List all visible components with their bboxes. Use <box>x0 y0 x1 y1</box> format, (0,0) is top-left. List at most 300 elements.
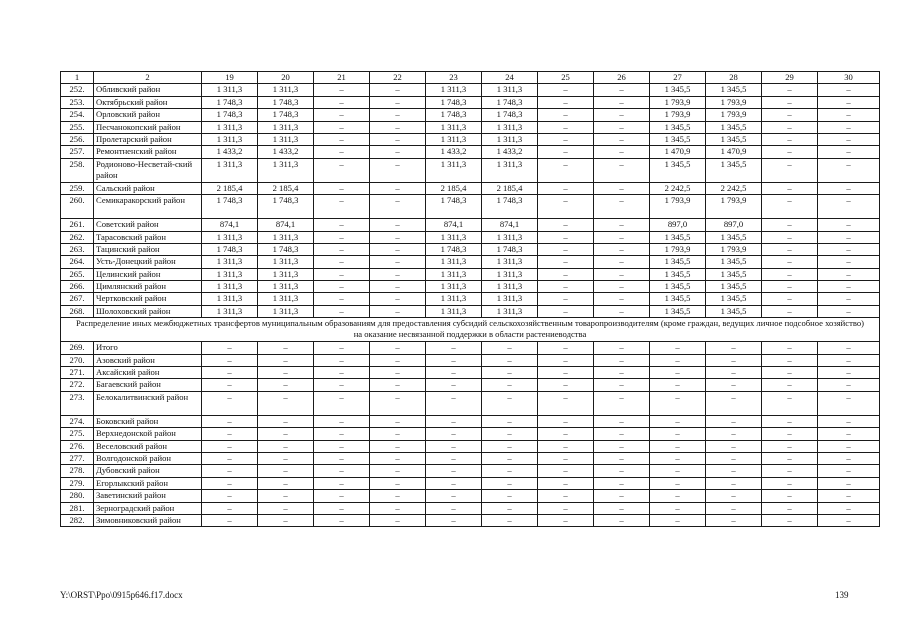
table-row <box>61 281 880 293</box>
value-cell: – <box>538 84 594 96</box>
value-cell: 1 748,3 <box>258 109 314 121</box>
district-name: Зимовниковский район <box>94 514 202 526</box>
value-cell: – <box>538 379 594 391</box>
row-number: 257. <box>61 146 94 158</box>
row-number: 267. <box>61 293 94 305</box>
value-cell: – <box>818 231 880 243</box>
value-cell: – <box>426 367 482 379</box>
table-row <box>61 342 880 354</box>
table-row <box>61 367 880 379</box>
district-name: Боковский район <box>94 415 202 427</box>
value-cell: 1 311,3 <box>482 293 538 305</box>
value-cell: – <box>538 477 594 489</box>
row-number: 253. <box>61 96 94 108</box>
table-row <box>61 379 880 391</box>
value-cell: – <box>538 96 594 108</box>
value-cell: – <box>538 281 594 293</box>
table-row <box>61 428 880 440</box>
value-cell: – <box>314 415 370 427</box>
value-cell: – <box>314 293 370 305</box>
value-cell: – <box>370 354 426 366</box>
value-cell: – <box>482 452 538 464</box>
district-name: Орловский район <box>94 109 202 121</box>
value-cell: – <box>482 415 538 427</box>
column-header: 26 <box>594 72 650 84</box>
row-number: 273. <box>61 391 94 415</box>
column-header: 1 <box>61 72 94 84</box>
row-number: 258. <box>61 158 94 182</box>
value-cell: – <box>482 428 538 440</box>
value-cell: – <box>594 391 650 415</box>
value-cell: 1 793,9 <box>706 109 762 121</box>
value-cell: – <box>258 428 314 440</box>
value-cell: – <box>594 477 650 489</box>
value-cell: – <box>650 354 706 366</box>
value-cell: 1 311,3 <box>258 281 314 293</box>
value-cell: – <box>314 96 370 108</box>
district-name: Усть-Донецкий район <box>94 256 202 268</box>
value-cell: – <box>314 490 370 502</box>
value-cell: 1 433,2 <box>258 146 314 158</box>
value-cell: 1 345,5 <box>650 305 706 317</box>
row-number: 268. <box>61 305 94 317</box>
value-cell: – <box>538 293 594 305</box>
value-cell: 1 345,5 <box>650 158 706 182</box>
footer-page-number: 139 <box>835 590 849 600</box>
value-cell: – <box>370 268 426 280</box>
district-name: Аксайский район <box>94 367 202 379</box>
table-row <box>61 477 880 489</box>
row-number: 256. <box>61 133 94 145</box>
value-cell: – <box>370 293 426 305</box>
value-cell: – <box>482 367 538 379</box>
value-cell: – <box>314 182 370 194</box>
table-row <box>61 502 880 514</box>
value-cell: – <box>426 391 482 415</box>
value-cell: – <box>426 490 482 502</box>
value-cell: – <box>650 452 706 464</box>
value-cell: – <box>370 133 426 145</box>
value-cell: – <box>202 415 258 427</box>
value-cell: – <box>594 452 650 464</box>
value-cell: – <box>818 452 880 464</box>
value-cell: – <box>650 490 706 502</box>
value-cell: – <box>482 477 538 489</box>
value-cell: – <box>762 133 818 145</box>
value-cell: 1 311,3 <box>202 293 258 305</box>
value-cell: 1 311,3 <box>482 305 538 317</box>
value-cell: 1 311,3 <box>258 305 314 317</box>
value-cell: 1 793,9 <box>650 195 706 219</box>
value-cell: – <box>762 219 818 231</box>
value-cell: 1 311,3 <box>202 133 258 145</box>
value-cell: – <box>762 109 818 121</box>
row-number: 272. <box>61 379 94 391</box>
value-cell: – <box>482 502 538 514</box>
value-cell: – <box>594 84 650 96</box>
value-cell: – <box>650 465 706 477</box>
value-cell: – <box>258 465 314 477</box>
value-cell: 1 793,9 <box>706 195 762 219</box>
value-cell: 1 748,3 <box>482 96 538 108</box>
value-cell: 1 748,3 <box>258 195 314 219</box>
value-cell: – <box>762 96 818 108</box>
value-cell: – <box>202 342 258 354</box>
row-number: 276. <box>61 440 94 452</box>
value-cell: – <box>314 440 370 452</box>
value-cell: 1 311,3 <box>258 84 314 96</box>
value-cell: – <box>258 502 314 514</box>
value-cell: – <box>314 477 370 489</box>
value-cell: – <box>762 490 818 502</box>
value-cell: – <box>258 391 314 415</box>
value-cell: 1 311,3 <box>202 121 258 133</box>
value-cell: – <box>594 256 650 268</box>
table-row <box>61 146 880 158</box>
value-cell: – <box>370 256 426 268</box>
value-cell: 1 311,3 <box>482 84 538 96</box>
value-cell: – <box>314 379 370 391</box>
value-cell: – <box>650 367 706 379</box>
value-cell: – <box>818 219 880 231</box>
value-cell: – <box>594 268 650 280</box>
district-name: Итого <box>94 342 202 354</box>
value-cell: – <box>482 514 538 526</box>
value-cell: – <box>538 342 594 354</box>
value-cell: – <box>762 452 818 464</box>
value-cell: – <box>314 219 370 231</box>
value-cell: – <box>426 440 482 452</box>
value-cell: – <box>594 465 650 477</box>
table-row <box>61 354 880 366</box>
value-cell: – <box>314 158 370 182</box>
value-cell: 1 311,3 <box>482 121 538 133</box>
value-cell: – <box>370 452 426 464</box>
value-cell: 1 311,3 <box>426 305 482 317</box>
value-cell: 1 345,5 <box>650 133 706 145</box>
value-cell: – <box>538 305 594 317</box>
value-cell: 1 748,3 <box>482 243 538 255</box>
value-cell: 1 311,3 <box>426 231 482 243</box>
value-cell: – <box>538 428 594 440</box>
value-cell: – <box>538 158 594 182</box>
value-cell: – <box>650 379 706 391</box>
value-cell: 1 345,5 <box>706 158 762 182</box>
value-cell: – <box>426 477 482 489</box>
value-cell: – <box>314 465 370 477</box>
value-cell: – <box>538 243 594 255</box>
value-cell: – <box>370 182 426 194</box>
value-cell: – <box>314 367 370 379</box>
value-cell: – <box>202 428 258 440</box>
value-cell: – <box>370 391 426 415</box>
value-cell: – <box>762 440 818 452</box>
value-cell: – <box>538 465 594 477</box>
district-name: Заветинский район <box>94 490 202 502</box>
value-cell: 1 793,9 <box>650 96 706 108</box>
value-cell: – <box>594 281 650 293</box>
value-cell: – <box>370 440 426 452</box>
district-name: Обливский район <box>94 84 202 96</box>
value-cell: – <box>762 477 818 489</box>
value-cell: – <box>314 354 370 366</box>
value-cell: – <box>706 391 762 415</box>
value-cell: – <box>594 305 650 317</box>
value-cell: – <box>818 465 880 477</box>
value-cell: 1 748,3 <box>202 96 258 108</box>
value-cell: – <box>202 490 258 502</box>
value-cell: – <box>594 502 650 514</box>
table-row <box>61 96 880 108</box>
table-row <box>61 231 880 243</box>
value-cell: – <box>426 428 482 440</box>
value-cell: – <box>818 354 880 366</box>
value-cell: 1 345,5 <box>706 293 762 305</box>
value-cell: 1 311,3 <box>258 256 314 268</box>
value-cell: – <box>426 514 482 526</box>
value-cell: 1 345,5 <box>706 305 762 317</box>
value-cell: – <box>370 502 426 514</box>
value-cell: – <box>538 195 594 219</box>
value-cell: 1 311,3 <box>426 293 482 305</box>
value-cell: – <box>762 146 818 158</box>
value-cell: – <box>370 342 426 354</box>
value-cell: – <box>818 514 880 526</box>
row-number: 264. <box>61 256 94 268</box>
value-cell: 1 345,5 <box>706 281 762 293</box>
value-cell: – <box>258 440 314 452</box>
value-cell: – <box>762 428 818 440</box>
district-name: Тарасовский район <box>94 231 202 243</box>
value-cell: – <box>370 379 426 391</box>
value-cell: 1 470,9 <box>706 146 762 158</box>
value-cell: – <box>538 440 594 452</box>
value-cell: 1 311,3 <box>482 281 538 293</box>
value-cell: – <box>314 231 370 243</box>
row-number: 269. <box>61 342 94 354</box>
value-cell: 1 345,5 <box>706 133 762 145</box>
district-name: Пролетарский район <box>94 133 202 145</box>
district-name: Чертковский район <box>94 293 202 305</box>
value-cell: 1 748,3 <box>482 195 538 219</box>
value-cell: 1 311,3 <box>426 121 482 133</box>
value-cell: 1 311,3 <box>482 268 538 280</box>
value-cell: – <box>482 342 538 354</box>
table-row <box>61 195 880 219</box>
value-cell: – <box>706 452 762 464</box>
value-cell: 1 748,3 <box>426 195 482 219</box>
value-cell: – <box>314 391 370 415</box>
value-cell: – <box>706 490 762 502</box>
value-cell: – <box>650 477 706 489</box>
value-cell: 1 748,3 <box>258 96 314 108</box>
value-cell: – <box>538 219 594 231</box>
value-cell: – <box>818 391 880 415</box>
value-cell: 1 345,5 <box>650 84 706 96</box>
value-cell: – <box>650 342 706 354</box>
value-cell: – <box>482 354 538 366</box>
row-number: 262. <box>61 231 94 243</box>
value-cell: 1 311,3 <box>482 133 538 145</box>
table-row <box>61 243 880 255</box>
table-row <box>61 293 880 305</box>
value-cell: – <box>370 465 426 477</box>
value-cell: – <box>426 502 482 514</box>
data-table <box>60 71 880 527</box>
value-cell: – <box>538 256 594 268</box>
value-cell: – <box>258 452 314 464</box>
value-cell: 1 311,3 <box>202 158 258 182</box>
district-name: Багаевский район <box>94 379 202 391</box>
value-cell: – <box>818 428 880 440</box>
row-number: 280. <box>61 490 94 502</box>
value-cell: – <box>594 195 650 219</box>
district-name: Дубовский район <box>94 465 202 477</box>
value-cell: – <box>762 293 818 305</box>
row-number: 263. <box>61 243 94 255</box>
district-name: Ремонтненский район <box>94 146 202 158</box>
value-cell: – <box>370 367 426 379</box>
value-cell: – <box>818 133 880 145</box>
value-cell: – <box>314 121 370 133</box>
value-cell: 1 793,9 <box>706 243 762 255</box>
column-header: 19 <box>202 72 258 84</box>
value-cell: – <box>370 305 426 317</box>
column-header: 21 <box>314 72 370 84</box>
value-cell: – <box>594 219 650 231</box>
value-cell: – <box>818 379 880 391</box>
value-cell: 1 311,3 <box>482 256 538 268</box>
value-cell: – <box>370 281 426 293</box>
table-row <box>61 133 880 145</box>
value-cell: – <box>538 514 594 526</box>
value-cell: – <box>258 490 314 502</box>
value-cell: – <box>706 428 762 440</box>
value-cell: – <box>314 281 370 293</box>
table-row <box>61 391 880 415</box>
row-number: 271. <box>61 367 94 379</box>
value-cell: – <box>538 415 594 427</box>
value-cell: – <box>650 415 706 427</box>
value-cell: 1 311,3 <box>202 268 258 280</box>
value-cell: – <box>818 158 880 182</box>
value-cell: – <box>370 477 426 489</box>
district-name: Азовский район <box>94 354 202 366</box>
value-cell: 1 345,5 <box>650 281 706 293</box>
value-cell: – <box>818 182 880 194</box>
value-cell: – <box>818 367 880 379</box>
table-row <box>61 514 880 526</box>
value-cell: – <box>538 490 594 502</box>
row-number: 266. <box>61 281 94 293</box>
value-cell: – <box>370 121 426 133</box>
value-cell: – <box>202 465 258 477</box>
value-cell: – <box>538 146 594 158</box>
value-cell: 1 311,3 <box>202 231 258 243</box>
value-cell: – <box>258 342 314 354</box>
value-cell: – <box>258 379 314 391</box>
value-cell: – <box>650 428 706 440</box>
value-cell: – <box>762 84 818 96</box>
value-cell: – <box>594 415 650 427</box>
value-cell: – <box>818 502 880 514</box>
value-cell: – <box>762 342 818 354</box>
district-name: Веселовский район <box>94 440 202 452</box>
value-cell: – <box>762 182 818 194</box>
value-cell: – <box>426 452 482 464</box>
value-cell: – <box>538 133 594 145</box>
value-cell: – <box>762 195 818 219</box>
value-cell: – <box>426 379 482 391</box>
column-header: 2 <box>94 72 202 84</box>
value-cell: – <box>762 256 818 268</box>
value-cell: – <box>706 477 762 489</box>
district-name: Октябрьский район <box>94 96 202 108</box>
table-row <box>61 121 880 133</box>
value-cell: 1 793,9 <box>650 243 706 255</box>
value-cell: – <box>594 379 650 391</box>
district-name: Егорлыкский район <box>94 477 202 489</box>
value-cell: – <box>370 219 426 231</box>
value-cell: – <box>258 354 314 366</box>
value-cell: – <box>258 415 314 427</box>
value-cell: – <box>202 514 258 526</box>
table-row <box>61 415 880 427</box>
value-cell: – <box>594 109 650 121</box>
value-cell: – <box>202 391 258 415</box>
row-number: 279. <box>61 477 94 489</box>
row-number: 255. <box>61 121 94 133</box>
value-cell: – <box>818 305 880 317</box>
value-cell: – <box>370 84 426 96</box>
row-number: 281. <box>61 502 94 514</box>
value-cell: – <box>314 268 370 280</box>
value-cell: – <box>818 84 880 96</box>
value-cell: – <box>594 490 650 502</box>
value-cell: – <box>594 428 650 440</box>
value-cell: 1 311,3 <box>426 158 482 182</box>
value-cell: – <box>706 367 762 379</box>
value-cell: 1 345,5 <box>706 84 762 96</box>
value-cell: – <box>258 514 314 526</box>
value-cell: – <box>314 195 370 219</box>
table-row <box>61 490 880 502</box>
value-cell: – <box>202 440 258 452</box>
value-cell: 2 185,4 <box>258 182 314 194</box>
value-cell: – <box>818 415 880 427</box>
value-cell: 1 345,5 <box>706 256 762 268</box>
section-row <box>61 318 880 342</box>
table-row <box>61 109 880 121</box>
column-header: 27 <box>650 72 706 84</box>
value-cell: – <box>706 415 762 427</box>
value-cell: – <box>538 231 594 243</box>
value-cell: – <box>202 452 258 464</box>
row-number: 275. <box>61 428 94 440</box>
value-cell: – <box>202 379 258 391</box>
value-cell: – <box>202 354 258 366</box>
value-cell: – <box>426 415 482 427</box>
value-cell: – <box>370 195 426 219</box>
value-cell: – <box>538 502 594 514</box>
value-cell: – <box>594 342 650 354</box>
value-cell: – <box>706 440 762 452</box>
table-row <box>61 452 880 464</box>
value-cell: – <box>706 379 762 391</box>
table-row <box>61 182 880 194</box>
value-cell: – <box>314 452 370 464</box>
value-cell: 1 311,3 <box>258 121 314 133</box>
